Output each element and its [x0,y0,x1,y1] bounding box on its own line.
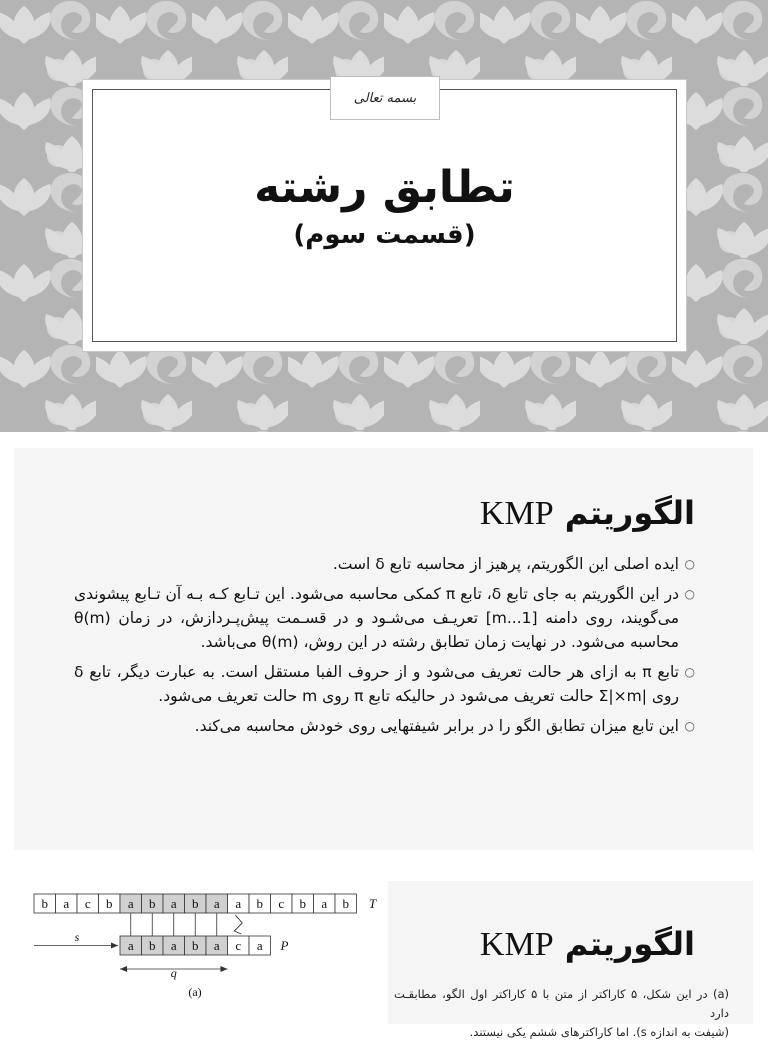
shift-arrowhead [111,943,118,949]
text-char: b [41,896,48,911]
text-char: a [127,896,134,911]
string-match-figure [14,881,388,1024]
text-char: b [106,896,113,911]
bullet-list [74,552,693,744]
bullet-icon: ○ [684,719,695,733]
bullet-text: ایده اصلی این الگوریتم، پرهیز از محاسبه تابع δ است. [332,555,679,573]
figure-label: (a) [188,985,202,999]
pattern-char: a [213,938,220,953]
bullet-text: تابع π به ازای هر حالت تعریف می‌شود و از حروف الفبا مستقل است. به عبارت دیگر، تابع δ روی |Σ|×m حالت تعریف می‌شود در حالیکه تابع π روی m حالت تعریف می‌شود. [74,663,679,705]
bullet-icon: ○ [684,557,695,571]
text-char: b [299,896,306,911]
text-char: c [84,896,91,911]
shift-label: s [74,930,80,944]
text-char: a [63,896,70,911]
text-label: T [368,896,377,911]
kmp-heading [480,494,695,533]
text-char: a [321,896,328,911]
pattern-label: P [280,938,289,953]
pattern-char: b [192,938,199,953]
page-subtitle: (قسمت سوم) [293,220,476,250]
text-char: b [256,896,263,911]
kmp-diagram-slide [14,881,753,1039]
pattern-char: c [235,938,242,953]
bullet-item [74,582,693,654]
q-label: q [170,966,177,980]
q-arrowhead-left [120,966,127,972]
title-slide [0,0,768,432]
text-char: b [149,896,156,911]
mismatch-mark [234,915,242,934]
basmala-box [330,76,440,120]
text-char: a [235,896,242,911]
bullet-icon: ○ [684,665,695,679]
text-char: a [170,896,177,911]
text-char: a [213,896,220,911]
kmp-heading-2 [480,925,695,964]
figure-caption [394,985,729,1042]
pattern-char: a [127,938,134,953]
title-card-frame [92,89,677,342]
page-title: تطابق رشته [254,162,515,213]
text-char: b [192,896,199,911]
bullet-item [74,660,693,708]
title-card [82,79,687,352]
caption-line: (شیفت به اندازه s). اما کاراکترهای ششم یکی نیستند. [469,1025,729,1039]
caption-line: (a) در این شکل، ۵ کاراکتر از متن با ۵ کاراکتر اول الگو، مطابقـت دارد [394,987,729,1020]
bullet-text: در این الگوریتم به جای تابع δ، تابع π کمکی محاسبه می‌شود. این تـابع کـه بـه آن تـابع پیشوندی می‌گویند، روی دامنه [1...m] تعریـف می‌شـود و در قسـمت پیش‌پـردازش، در زمان θ(m) محاسبه می‌شود. در نهایت زمان تطابق رشته در این روش، θ(m) می‌باشد. [74,585,679,651]
pattern-char: a [256,938,263,953]
kmp-heading-text: الگوریتم [564,494,695,532]
pattern-char: a [170,938,177,953]
text-char: c [278,896,285,911]
bullet-item [74,552,693,576]
bullet-text: این تابع میزان تطابق الگو را در برابر شیفتهایی روی خودش محاسبه می‌کند. [194,717,679,735]
basmala-text: بسمه تعالی [353,90,417,106]
text-char: b [342,896,349,911]
bullet-icon: ○ [684,587,695,601]
kmp-intro-slide [14,448,753,850]
kmp-heading-latin: KMP [479,495,554,532]
q-arrowhead-right [221,966,228,972]
kmp-heading-2-latin: KMP [479,926,554,963]
string-match-diagram [14,881,388,1024]
bullet-item [74,714,693,738]
kmp-heading-2-text: الگوریتم [564,925,695,963]
pattern-char: b [149,938,156,953]
